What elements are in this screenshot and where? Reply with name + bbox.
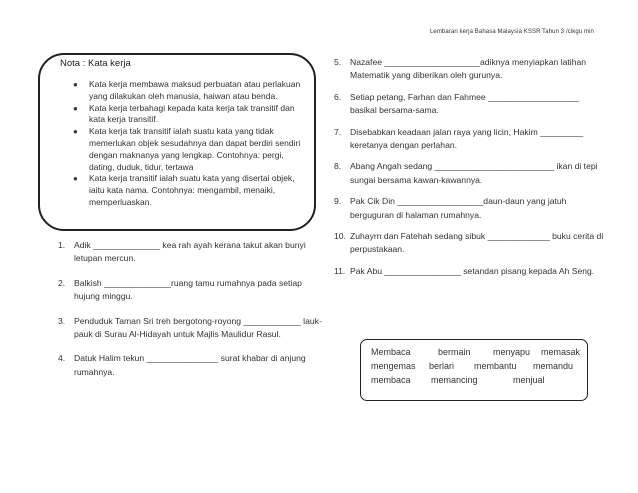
question-list-left	[58, 239, 323, 390]
question-item	[58, 277, 323, 304]
question-number: 5.	[334, 57, 342, 67]
note-bullet-text: Kata kerja membawa maksud perbuatan atau perlakuan yang dilakukan oleh manusia, haiwan atau benda.	[89, 79, 301, 101]
note-bullet	[60, 126, 310, 173]
question-item	[334, 195, 604, 222]
note-title: Nota : Kata kerja	[60, 58, 131, 69]
question-number: 7.	[334, 126, 342, 137]
note-bullet-text: Kata kerja transitif ialah suatu kata yang disertai objek, iaitu kata nama. Contohnya: mengambil, menaiki, memperluaskan.	[89, 173, 295, 207]
question-number: 11.	[334, 265, 346, 276]
question-item	[334, 230, 604, 257]
word-bank-item: berlari	[429, 361, 455, 371]
question-item	[334, 56, 604, 83]
note-bullet	[60, 79, 310, 103]
note-bullet-list	[60, 79, 310, 209]
question-number: 4.	[58, 353, 66, 364]
word-bank-item: memandu	[533, 361, 574, 371]
question-item	[58, 239, 323, 266]
question-text: Pak Cik Din __________________daun-daun yang jatuh berguguran di halaman rumahnya.	[350, 196, 567, 220]
question-number: 2.	[58, 277, 66, 288]
question-text: Balkish ______________ruang tamu rumahnya pada setiap hujung minggu.	[74, 277, 302, 302]
question-text: Nazafee ____________________adiknya menyiapkan latihan Matematik yang diberikan oleh gurunya.	[350, 57, 587, 81]
question-text: Zuhayrn dan Fatehah sedang sibuk _____________ buku cerita di perpustakaan.	[350, 231, 604, 255]
bullet-dot-icon: ●	[73, 127, 78, 137]
word-bank-item: memasak	[541, 347, 581, 357]
word-bank-item: memancing	[431, 375, 478, 385]
question-item	[58, 352, 323, 379]
question-number: 1.	[58, 240, 66, 250]
question-text: Setiap petang, Farhan dan Fahmee ___________________ basikal bersama-sama.	[350, 91, 579, 116]
note-bullet-text: Kata kerja tak transitif ialah suatu kata yang tidak memerlukan objek sesudahnya dan dapat berdiri sendiri dengan maknanya yang lengkap. Contohnya: pergi, dating, duduk, tidur, tertawa	[89, 126, 301, 172]
word-bank-item: menyapu	[493, 347, 531, 357]
question-number: 8.	[334, 161, 342, 172]
question-text: Disebabkan keadaan jalan raya yang licin, Hakim _________ keretanya dengan perlahan.	[350, 126, 584, 151]
question-item	[334, 126, 604, 153]
question-number: 3.	[58, 315, 66, 326]
question-number: 10.	[334, 231, 346, 242]
word-bank-box	[360, 339, 588, 401]
word-bank-item: membantu	[474, 361, 517, 371]
question-text: Abang Angah sedang _________________________ ikan di tepi sungai bersama kawan-kawannya.	[350, 161, 598, 185]
word-bank-item: membaca	[371, 375, 411, 385]
question-list-right	[334, 56, 604, 286]
bullet-dot-icon: ●	[73, 80, 78, 89]
question-item	[334, 265, 604, 278]
question-text: Adik ______________ kea rah ayah kerana takut akan bunyi letupan mercun.	[74, 240, 306, 264]
bullet-dot-icon: ●	[73, 174, 78, 184]
question-number: 6.	[334, 91, 342, 102]
question-text: Penduduk Taman Sri treh bergotong-royong ____________ lauk-pauk di Surau Al-Hidayah untuk Majlis Maulidur Rasul.	[74, 315, 322, 340]
bullet-dot-icon: ●	[73, 103, 78, 113]
note-bullet-text: Kata kerja terbahagi kepada kata kerja tak transitif dan kata kerja transitif.	[89, 102, 295, 125]
question-item	[334, 91, 604, 118]
word-bank-item: menjual	[513, 375, 545, 385]
note-bullet	[60, 103, 310, 127]
question-text: Pak Abu ________________ setandan pisang kepada Ah Seng.	[350, 265, 595, 276]
note-bullet	[60, 173, 310, 208]
question-number: 9.	[334, 196, 342, 207]
question-text: Datuk Halim tekun _______________ surat khabar di anjung rumahnya.	[74, 353, 306, 377]
worksheet-header: Lembaran kerja Bahasa Malaysia KSSR Tahun 3 /cikgu min	[429, 29, 594, 35]
question-item	[58, 315, 323, 342]
word-bank-item: mengemas	[371, 361, 416, 371]
question-item	[334, 160, 604, 187]
word-bank-item: Membaca	[371, 347, 411, 357]
word-bank-item: bermain	[438, 347, 471, 357]
